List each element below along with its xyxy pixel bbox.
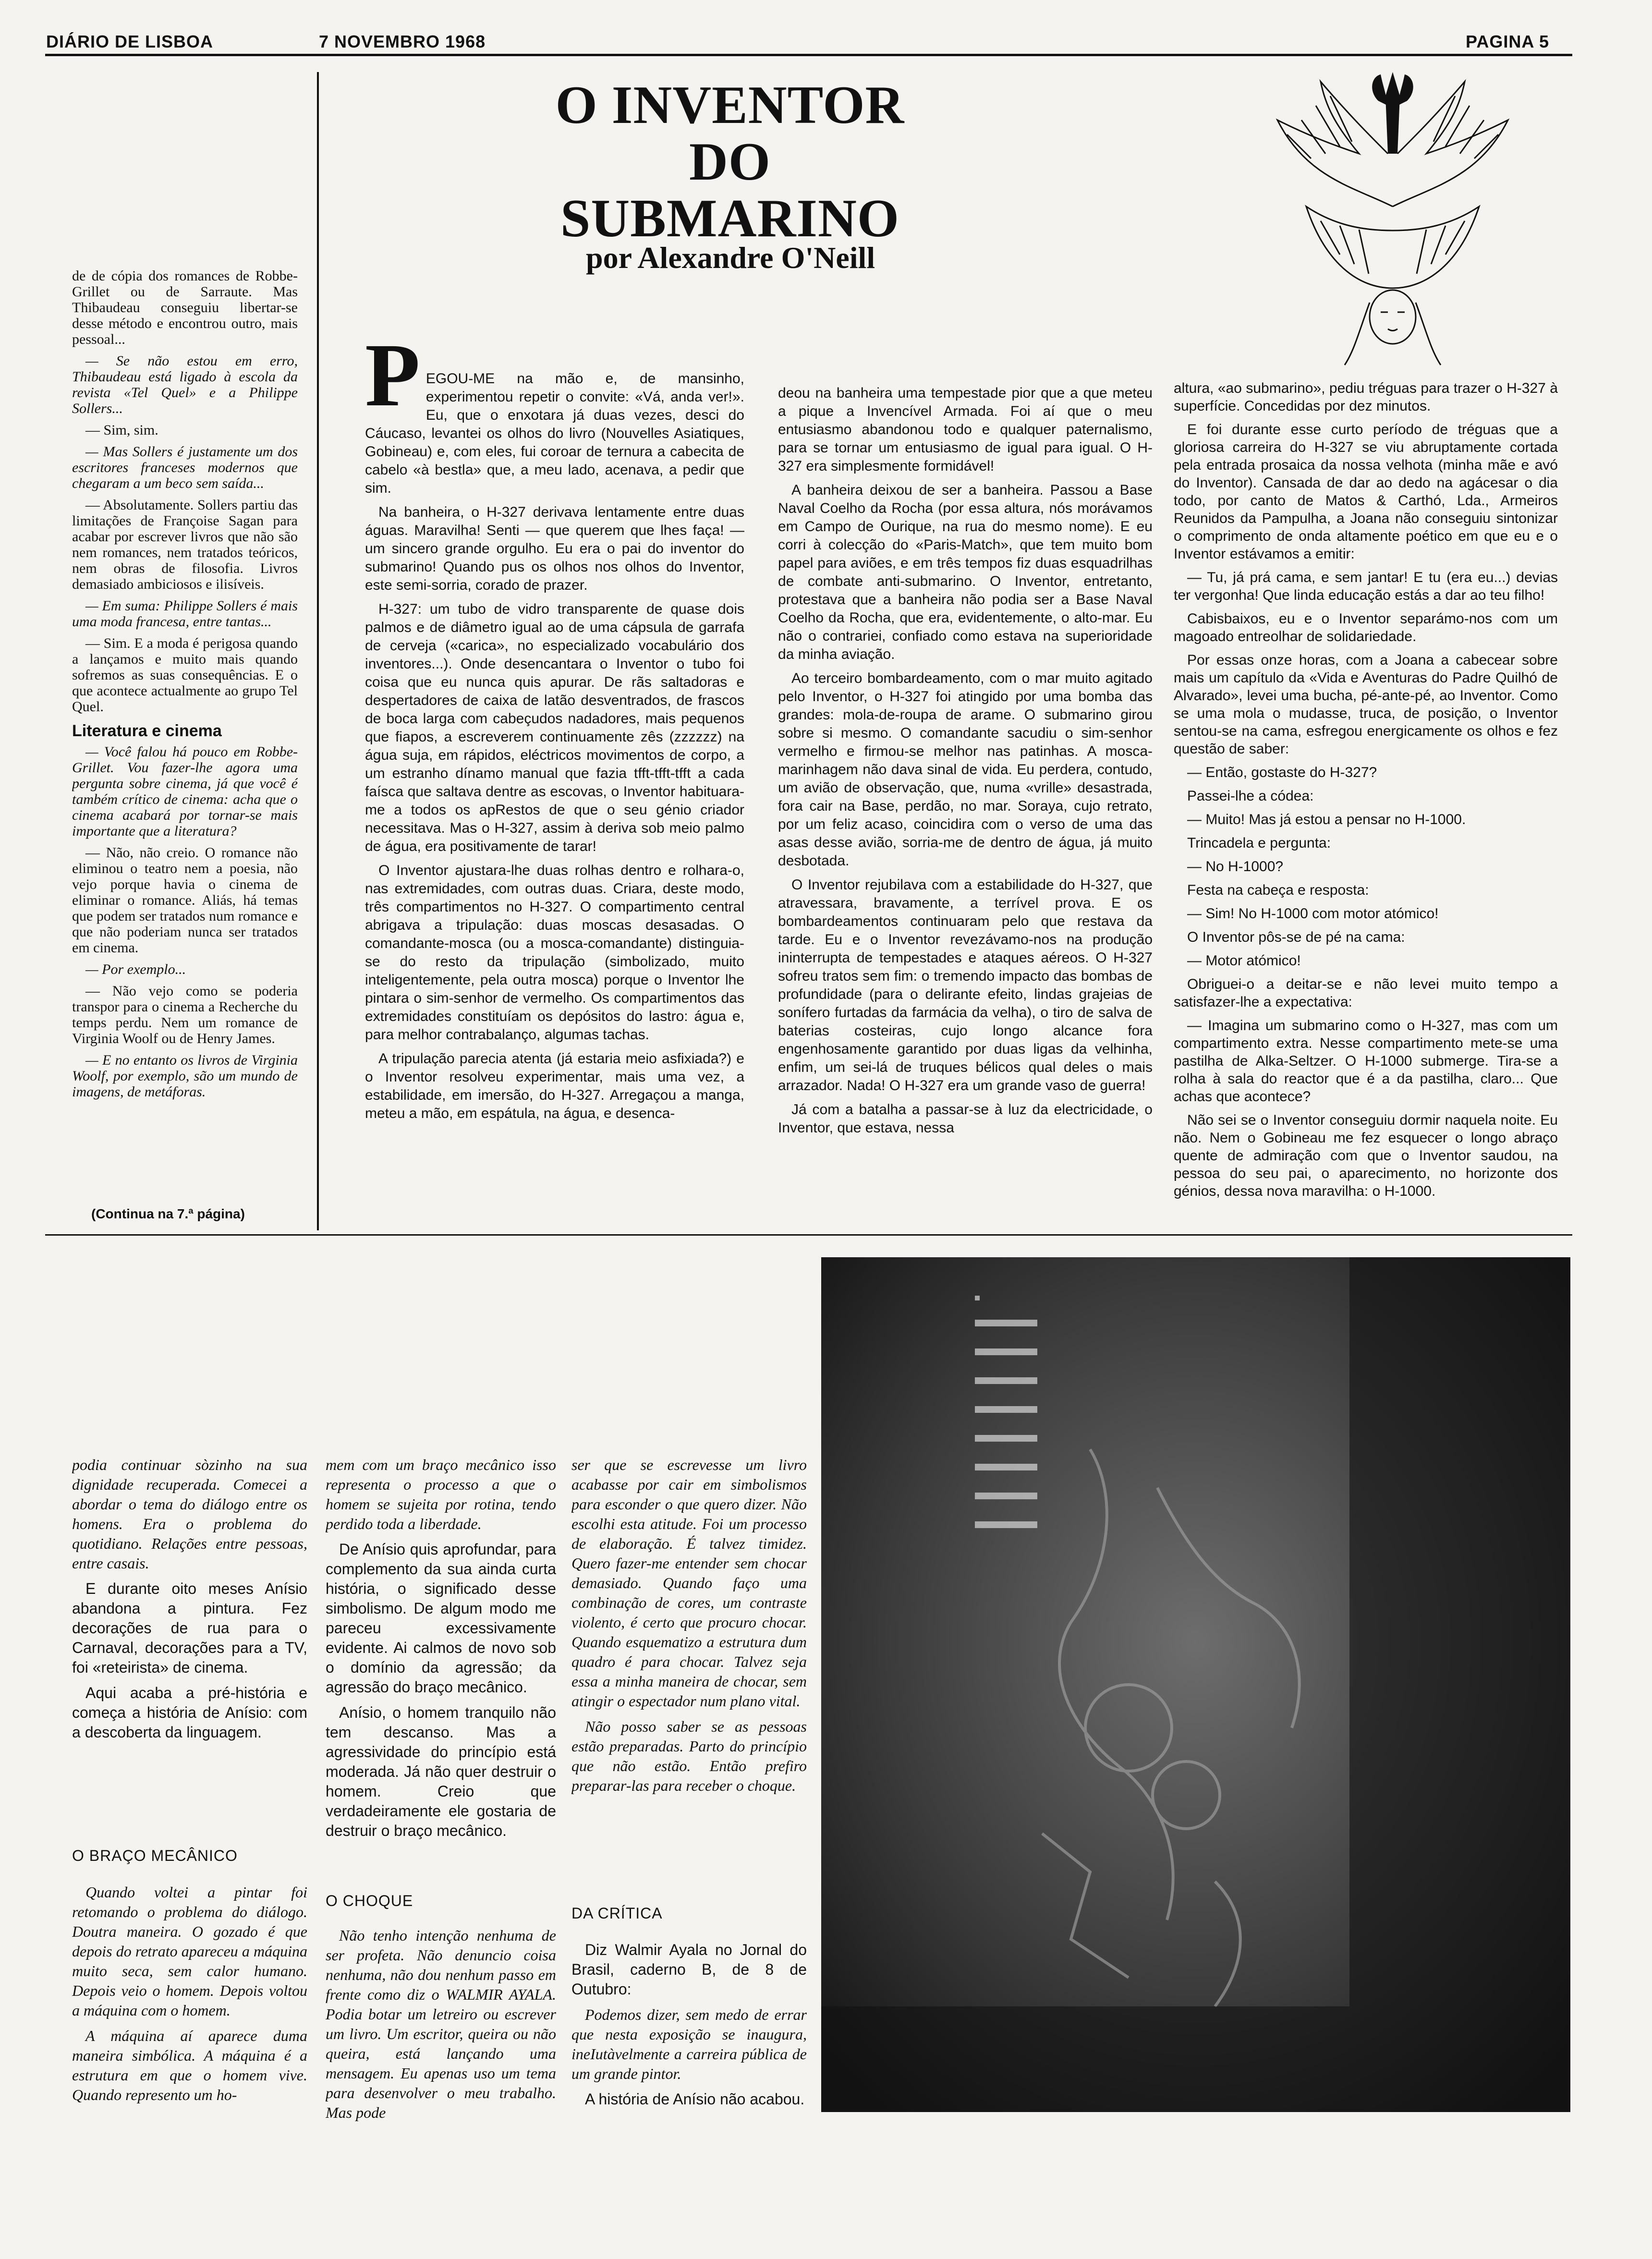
bottom-column-2b: [326, 1926, 556, 2223]
paragraph: Aqui acaba a pré-história e começa a história de Anísio: com a descoberta da linguagem.: [72, 1684, 307, 1741]
paragraph: — Então, gostaste do H-327?: [1187, 765, 1377, 780]
paragraph: — Você falou há pouco em Robbe-Grillet. Vou fazer-lhe agora uma pergunta sobre cinema, já que você é também crítico de cinema: acha que o cinema acabará por tornar-se mais importante que a literatura?: [72, 744, 298, 839]
paragraph: Anísio, o homem tranquilo não tem descanso. Mas a agressividade do princípio está moderada. Já não quer destruir o homem. Creio que verdadeiramente ele gostaria de destruir o braço mecânico.: [326, 1704, 556, 1839]
paragraph: A máquina aí aparece duma maneira simbólica. A máquina é a estrutura em que o homem vive. Quando represento um ho-: [72, 2027, 307, 2103]
paragraph: O Inventor ajustara-lhe duas rolhas dentro e rolhara-o, nas extremidades, com outras duas. Criara, deste modo, três compartimentos no H-327. O compartimento central abrigava a tripulação: duas moscas desasadas. O comandante-mosca (ou a mosca-comandante) distinguia-se do resto da tripulação (simbolizado, muito inteligentemente, pela outra mosca) porque o Inventor lhe pintara o sim-senhor de vermelho. Os compartimentos das extremidades constituíam os depósitos do lastro: água e, para melhor contrabalanço, algumas tachas.: [365, 862, 744, 1043]
paragraph: O Inventor rejubilava com a estabilidade do H-327, que atravessara, bravamente, a terrível prova. E os bombardeamentos continuaram pelo que restava da tarde. Eu e o Inventor revezávamo-nos na produção ininterrupta de tempestades e ataques aéreos. O H-327 sofreu tratos sem fim: o tremendo impacto das bombas de profundidade (para o delirante efeito, lindas grajeias de sonífero furtadas da farmácia da velha), o tiro de salva de baterias costeiras, cujo longo alcance fora engenhosamente garantido por duas ligas da velhinha, enfim, um sei-lá de truques bélicos qual deles o mais arrazador. Nada! O H-327 era um grande vaso de guerra!: [778, 877, 1153, 1093]
paragraph: — Sim. E a moda é perigosa quando a lançamos e muito mais quando sofremos as suas consequências. E o que acontece actualmente ao grupo Tel Quel.: [72, 635, 298, 715]
paragraph: A história de Anísio não acabou.: [585, 2090, 805, 2108]
paragraph: — Tu, já prá cama, e sem jantar! E tu (era eu...) devias ter vergonha! Que linda educação estás a dar ao teu filho!: [1174, 570, 1558, 603]
paragraph: mem com um braço mecânico isso representa o processo a que o homem se sujeita por rotina, tendo perdido toda a liberdade.: [326, 1456, 556, 1532]
paragraph: De Anísio quis aprofundar, para complemento da sua ainda curta história, o significado desse simbolismo. De algum modo me pareceu excessivamente evidente. Ai calmos de novo sob o domínio da agressão; da agressão do braço mecânico.: [326, 1541, 556, 1696]
paragraph: — Motor atómico!: [1187, 953, 1301, 969]
paragraph: Obriguei-o a deitar-se e não levei muito tempo a satisfazer-lhe a expectativa:: [1174, 976, 1558, 1010]
paragraph: A banheira deixou de ser a banheira. Passou a Base Naval Coelho da Rocha (por essa altura, nós morávamos em Campo de Ourique, na rua do mesmo nome). E eu corri à colecção do «Paris-Match», que tem muito bom papel para aviões, e em três tempos fiz duas esquadrilhas de combate anti-submarino. O Inventor, entretanto, protestava que a banheira não podia ser a Base Naval Coelho da Rocha, que era, evidentemente, o alto-mar. Eu não o contrariei, confiado como estava na superioridade da minha aviação.: [778, 482, 1153, 662]
paragraph: Não tenho intenção nenhuma de ser profeta. Não denuncio coisa nenhuma, não dou nenhum passo em frente como diz o WALMIR AYALA. Podia botar um letreiro ou escrever um livro. Um escritor, queira ou não queira, está lançando uma mensagem. Eu apenas uso um tema para desenvolver o meu trabalho. Mas pode: [326, 1927, 556, 2121]
section-heading: DA CRÍTICA: [571, 1905, 663, 1922]
paragraph: Cabisbaixos, eu e o Inventor separámo-nos com um magoado entreolhar de solidariedade.: [1174, 611, 1558, 644]
subheading: Literatura e cinema: [72, 722, 222, 740]
paragraph: — Absolutamente. Sollers partiu das limitações de Françoise Sagan para acabar por escrever livros que não são nem romances, nem tratados teóricos, nem obras de filosofia. Livros demasiado ambiciosos e ilisíveis.: [72, 497, 298, 592]
paragraph: H-327: um tubo de vidro transparente de quase dois palmos e de diâmetro igual ao de uma cápsula de garrafa de cerveja («carica», no especializado vocabulário dos inventores...). Onde desencantara o Inventor o tubo foi coisa que eu nunca quis apurar. De rãs saltadoras e despertadores de caixa de latão desventrados, de frascos de boca larga com cabeçudos nadadores, mais pequenos que fiapos, a escreverem continuamente zês (zzzzzz) na água suja, em rápidos, eléctricos movimentos de corpo, a um estranho dínamo manual que fazia tfft-tfft-tfft a cada faísca que saltava dentre as escovas, o Inventor habituara-me a todos os apRestos de que o seu génio criador necessitava. Mas o H-327, assim à deriva sob meio palmo de água, era positivamente de tarar!: [365, 601, 744, 854]
section-rule: [45, 1234, 1572, 1236]
page-number: PAGINA 5: [1466, 32, 1550, 51]
byline: por Alexandre O'Neill: [586, 241, 875, 275]
paragraph: Não sei se o Inventor conseguiu dormir naquela noite. Eu não. Nem o Gobineau me fez esquecer o longo abraço quente de admiração com que o Inventor saudou, na pessoa do seu pai, o aparecimento, no horizonte dos génios, dessa nova maravilha: o H-1000.: [1174, 1112, 1558, 1199]
continuation-note: (Continua na 7.ª página): [91, 1206, 245, 1221]
paragraph: Ao terceiro bombardeamento, com o mar muito agitado pelo Inventor, o H-327 foi atingido por uma bomba das grandes: mola-de-roupa de arame. O submarino girou sobre si mesmo. O comandante sacudiu o sim-senhor vermelho e firmou-se melhor nas patinhas. A mosca-marinhagem não dava sinal de vida. Eu perdera, contudo, um avião de observação, que, numa «vrille» desastrada, fora cair na Base, perdão, no mar. Soraya, cujo retrato, por um feliz acaso, coincidira com o verso de uma das asas desse avião, sorria-me de dentro de água, já muito desbotada.: [778, 670, 1153, 869]
paragraph: Não posso saber se as pessoas estão preparadas. Parto do princípio que não estão. Então prefiro preparar-las para receber o choque.: [571, 1718, 807, 1794]
drop-cap: P: [365, 336, 420, 425]
paragraph: altura, «ao submarino», pediu tréguas para trazer o H-327 à superfície. Concedidas por dez minutos.: [1174, 380, 1558, 414]
paragraph: A tripulação parecia atenta (já estaria meio asfixiada?) e o Inventor resolveu experimentar, mais uma vez, a estabilidade, em imersão, do H-327. Arregaçou a manga, meteu a mão, em espátula, na água, e desenca-: [365, 1051, 744, 1121]
title-line-1: O INVENTOR: [555, 75, 905, 135]
title-line-2: DO SUBMARINO: [560, 132, 899, 248]
section-heading: O BRAÇO MECÂNICO: [72, 1847, 238, 1864]
paragraph: ser que se escrevesse um livro acabasse por cair em simbolismos para esconder o que quero dizer. Não escolhi esta atitude. Foi um processo de elaboração. É talvez timidez. Quero fazer-me entender sem chocar demasiado. Quando faço uma combinação de cores, um contraste violento, é certo que procuro chocar. Quando esquematizo a estrutura dum quadro é para chocar. Talvez seja essa a minha maneira de chocar, sem atingir o espectador num plano vital.: [571, 1456, 807, 1710]
painting-image: [821, 1257, 1570, 2112]
article-column-1: [365, 336, 744, 1220]
article-title: [538, 77, 922, 247]
paragraph: de de cópia dos romances de Robbe-Grillet ou de Sarraute. Mas Thibaudeau conseguiu libertar-se desse método e encontrou outro, mais pessoal...: [72, 268, 298, 347]
column-divider: [317, 72, 319, 1230]
paragraph: — Por exemplo...: [85, 961, 186, 977]
paragraph: deou na banheira uma tempestade pior que a que meteu a pique a Invencível Armada. Foi aí que o meu entusiasmo abandonou todo e qualquer paternalismo, para se tornar um entusiasmo de igual para igual. O H-327 era simplesmente formidável!: [778, 385, 1153, 474]
bottom-column-3b: [571, 1940, 807, 2228]
paragraph: — Imagina um submarino como o H-327, mas com um compartimento extra. Nesse compartimento mete-se uma pastilha de Alka-Seltzer. O H-1000 submerge. Tira-se a rolha à sala do reactor que é a da pastilha, claro... Que achas que acontece?: [1174, 1018, 1558, 1105]
paragraph: E foi durante esse curto período de tréguas que a gloriosa carreira do H-327 se viu abruptamente cortada pela entrada prosaica da nossa velhota (minha mãe e avó do Inventor). Cansada de dar ao dedo na agácesar o dia todo, por canto de Matos & Carthó, Lda., Armeiros Reunidos da Pampulha, a Joana não conseguiu sintonizar o comprimento de onda altamente poético em que eu e o Inventor estávamos a emitir:: [1174, 422, 1558, 562]
paragraph: podia continuar sòzinho na sua dignidade recuperada. Comecei a abordar o tema do diálogo entre os homens. Era o problema do quotidiano. Relações entre pessoas, entre casais.: [72, 1456, 307, 1572]
paragraph: Já com a batalha a passar-se à luz da electricidade, o Inventor, que estava, nessa: [778, 1102, 1153, 1136]
paragraph: Trincadela e pergunta:: [1187, 835, 1331, 851]
bottom-column-3: [571, 1455, 807, 1911]
issue-date: 7 NOVEMBRO 1968: [319, 32, 486, 51]
section-heading: O CHOQUE: [326, 1892, 413, 1909]
header-rule: [45, 54, 1572, 56]
painting-photo: [821, 1257, 1570, 2112]
article-column-2: [778, 384, 1153, 1220]
paragraph: Festa na cabeça e resposta:: [1187, 882, 1369, 898]
paragraph: — Se não estou em erro, Thibaudeau está ligado à escola da revista «Tel Quel» e a Philippe Sollers...: [72, 353, 298, 416]
bottom-column-2: [326, 1455, 556, 1868]
paragraph: — E no entanto os livros de Virginia Woolf, por exemplo, são um mundo de imagens, de metáforas.: [72, 1052, 298, 1100]
paragraph: — Muito! Mas já estou a pensar no H-1000.: [1187, 812, 1466, 827]
paragraph: EGOU-ME na mão e, de mansinho, experimentou repetir o convite: «Vá, anda ver!». Eu, que o enxotara já duas vezes, desci do Cáucaso, levantei os olhos do livro (Nouvelles Asiatiques, Gobineau) e, com eles, fui coroar de ternura a cabecita de cabelo «à bestla» que, a meu lado, acenava, a pedir que sim.: [365, 371, 744, 496]
paragraph: Na banheira, o H-327 derivava lentamente entre duas águas. Maravilha! Senti — que querem que lhes faça! — um sincero grande orgulho. Eu era o pai do inventor do submarino! Quando pus os olhos nos olhos do Inventor, este semi-sorria, corado de prazer.: [365, 504, 744, 593]
newspaper-name: DIÁRIO DE LISBOA: [46, 32, 214, 51]
paragraph: Podemos dizer, sem medo de errar que nesta exposição se inaugura, ineIutàvelmente a carreira pública de um grande pintor.: [571, 2006, 807, 2082]
paragraph: — Não vejo como se poderia transpor para o cinema a Recherche du temps perdu. Nem um romance de Virginia Woolf ou de Henry James.: [72, 983, 298, 1046]
angel-illustration: [1249, 62, 1537, 370]
paragraph: O Inventor pôs-se de pé na cama:: [1187, 929, 1405, 945]
paragraph: E durante oito meses Anísio abandona a pintura. Fez decorações de rua para o Carnaval, decorações para a TV, foi «reteirista» de cinema.: [72, 1580, 307, 1676]
paragraph: Por essas onze horas, com a Joana a cabecear sobre mais um capítulo da «Vida e Aventuras do Padre Quilhó de Alvarado», levei uma bucha, pé-ante-pé, ao Inventor. Como se uma mola o mudasse, truca, de posição, o Inventor sentou-se na cama, esfregou energicamente os olhos e fez questão de saber:: [1174, 652, 1558, 757]
paragraph: — No H-1000?: [1187, 859, 1284, 874]
bottom-column-1b: [72, 1882, 307, 2228]
paragraph: — Não, não creio. O romance não eliminou o teatro nem a poesia, não vejo porque havia o cinema de eliminar o romance. Aliás, há temas que podem ser tratados num romance e que não poderiam nunca ser tratados em cinema.: [72, 845, 298, 956]
interview-column: [72, 268, 298, 1224]
paragraph: Quando voltei a pintar foi retomando o problema do diálogo. Doutra maneira. O gozado é que depois do retrato apareceu a máquina muito seca, sem calor humano. Depois veio o homem. Depois voltou a máquina com o homem.: [72, 1883, 307, 2019]
paragraph: Diz Walmir Ayala no Jornal do Brasil, caderno B, de 8 de Outubro:: [571, 1941, 807, 1998]
paragraph: — Em suma: Philippe Sollers é mais uma moda francesa, entre tantas...: [72, 598, 298, 630]
paragraph: Passei-lhe a códea:: [1187, 788, 1314, 804]
paragraph: — Mas Sollers é justamente um dos escritores franceses modernos que chegaram a um beco sem saída...: [72, 444, 298, 491]
paragraph: — Sim, sim.: [85, 422, 158, 438]
article-column-3: [1174, 379, 1558, 1220]
paragraph: — Sim! No H-1000 com motor atómico!: [1187, 906, 1439, 922]
